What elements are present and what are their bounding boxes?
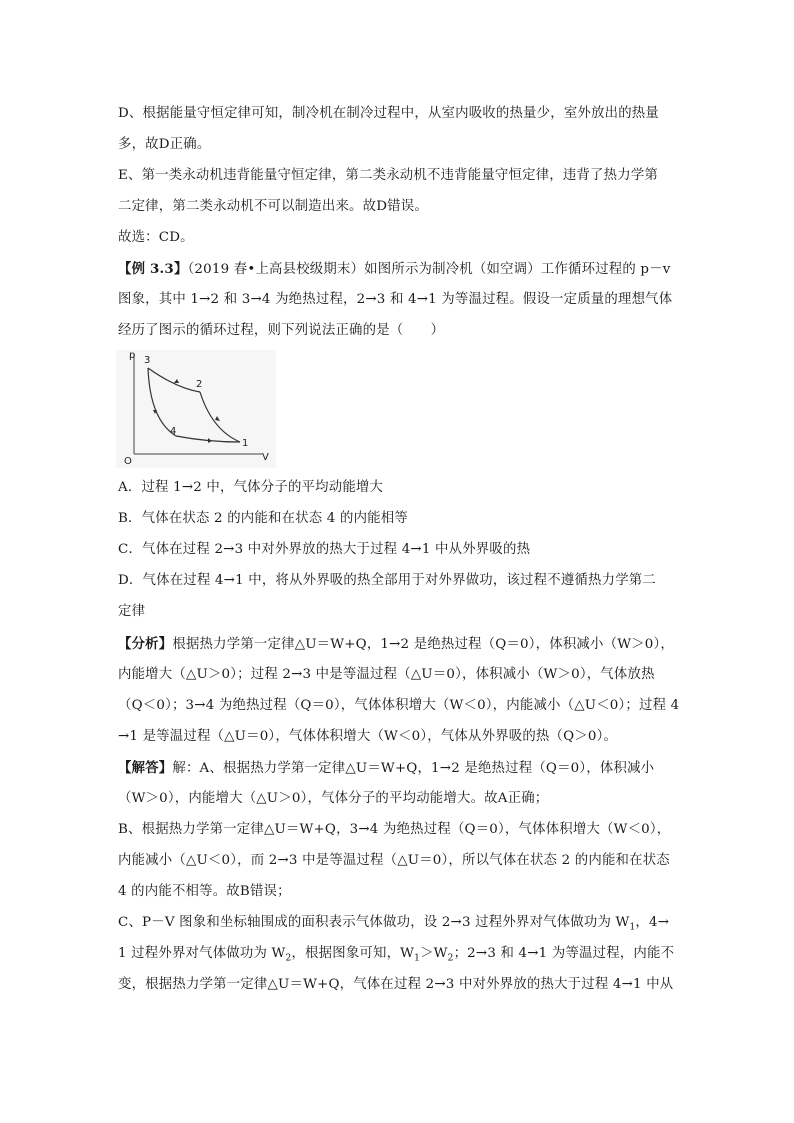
example-line (118, 259, 688, 280)
axis-p-label: p (129, 350, 136, 361)
text-line: 二定律，第二类永动机不可以制造出来。故D错误。 (118, 199, 428, 214)
text-line: 故选：CD。 (118, 230, 194, 245)
text-line: 经历了图示的循环过程，则下列说法正确的是（ ） (118, 323, 445, 338)
text-line: E、第一类永动机违背能量守恒定律，第二类永动机不违背能量守恒定律，违背了热力学第 (118, 168, 659, 183)
point-label-1: 1 (242, 438, 249, 449)
point-label-2: 2 (196, 379, 203, 390)
point-label-4: 4 (170, 426, 177, 437)
text-line: →1 是等温过程（△U＝0），气体体积增大（W＜0），气体从外界吸的热（Q＞0）。 (118, 729, 618, 744)
option-c: C．气体在过程 2→3 中对外界放的热大于过程 4→1 中从外界吸的热 (118, 542, 531, 557)
option-a: A．过程 1→2 中，气体分子的平均动能增大 (118, 480, 384, 495)
text-line: （W＞0），内能增大（△U＞0），气体分子的平均动能增大。故A正确； (118, 791, 549, 806)
text-line: 内能减小（△U＜0），而 2→3 中是等温过程（△U＝0），所以气体在状态 2 的内能和在状态 (118, 853, 670, 868)
pv-diagram (116, 350, 276, 468)
origin-label: O (124, 456, 132, 467)
text-line: C、P－V 图象和坐标轴围成的面积表示气体做功，设 2→3 过程外界对气体做功为 $W_1$，4→ (118, 915, 670, 933)
text-line: B、根据热力学第一定律△U＝W+Q，3→4 为绝热过程（Q＝0），气体体积增大（W＜0）， (118, 822, 671, 837)
text-line: 图象，其中 1→2 和 3→4 为绝热过程，2→3 和 4→1 为等温过程。假设一定质量的理想气体 (118, 292, 673, 307)
text-line: 多，故D正确。 (118, 137, 211, 152)
analysis-text: 根据热力学第一定律△U＝W+Q，1→2 是绝热过程（Q＝0），体积减小（W＞0）， (172, 637, 674, 652)
axis-v-label: V (262, 452, 269, 463)
example-tag: 【例 3.3】 (118, 261, 188, 277)
text-line: 内能增大（△U＞0）；过程 2→3 中是等温过程（△U＝0），体积减小（W＞0），气体放热 (118, 667, 655, 682)
analysis-line (118, 634, 688, 655)
solution-text: 解：A、根据热力学第一定律△U＝W+Q，1→2 是绝热过程（Q＝0），体积减小 (172, 761, 655, 776)
text-line: D、根据能量守恒定律可知，制冷机在制冷过程中，从室内吸收的热量少，室外放出的热量 (118, 106, 659, 121)
option-d: D．气体在过程 4→1 中，将从外界吸的热全部用于对外界做功，该过程不遵循热力学第二 (118, 573, 656, 588)
solution-tag: 【解答】 (118, 760, 173, 776)
analysis-tag: 【分析】 (118, 636, 173, 652)
text-line: 变，根据热力学第一定律△U＝W+Q，气体在过程 2→3 中对外界放的热大于过程 4→1 中从 (118, 977, 674, 992)
text-line: 4 的内能不相等。故B错误； (118, 884, 291, 899)
example-text: （2019 春•上高县校级期末）如图所示为制冷机（如空调）工作循环过程的 p－v (187, 262, 671, 277)
text-line: （Q＜0）；3→4 为绝热过程（Q＝0），气体体积增大（W＜0），内能减小（△U＜0）；过程 4 (118, 698, 680, 713)
point-label-3: 3 (144, 355, 151, 366)
option-d-cont: 定律 (118, 604, 146, 619)
text-line: 1 过程外界对气体做功为 $W_2$，根据图象可知，$W_1>W_2$；2→3 和 4→1 为等温过程，内能不 (118, 946, 675, 964)
solution-line (118, 758, 688, 779)
option-b: B．气体在状态 2 的内能和在状态 4 的内能相等 (118, 511, 408, 526)
